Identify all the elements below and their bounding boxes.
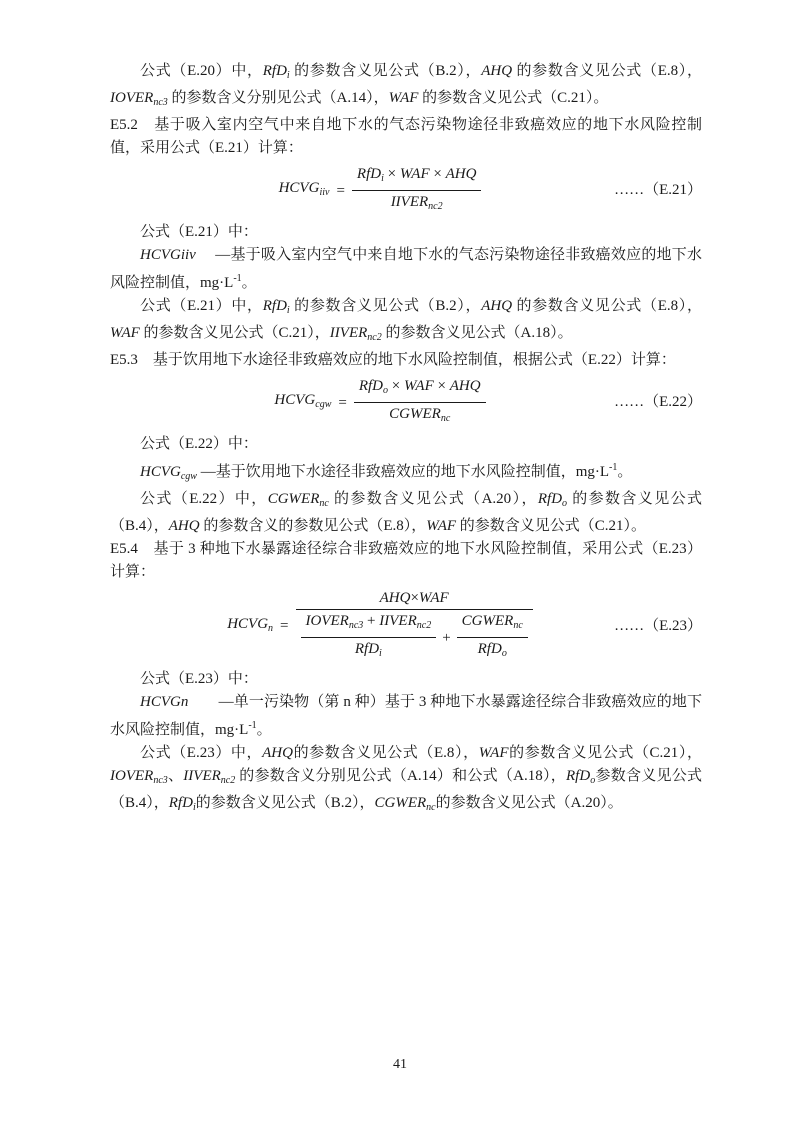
paragraph-e23-intro: 公式（E.23）中： xyxy=(140,671,258,687)
formula-e23-subfraction-2 xyxy=(457,611,528,664)
formula-e21 xyxy=(110,164,702,217)
heading-e5-2: E5.2 基于吸入室内空气中来自地下水的气态污染物途径非致癌效应的地下水风险控制值，采用公式（E.21）计算： xyxy=(110,117,702,156)
formula-e23 xyxy=(110,588,702,664)
formula-e21-numerator: RfD$_i$ × WAF × AHQ xyxy=(352,164,482,191)
page-number: 41 xyxy=(393,1057,407,1072)
formula-e23-body xyxy=(150,588,610,664)
formula-e23-sub1-denominator: RfD$_i$ xyxy=(354,641,382,659)
formula-e22-body xyxy=(150,376,610,429)
formula-e22 xyxy=(110,376,702,429)
paragraph-e22-intro: 公式（E.22）中： xyxy=(140,436,258,452)
definition-hcvgn: HCVGn —单一污染物（第 n 种）基于 3 种地下水暴露途径综合非致癌效应的地下 水风险控制值，$mg\cdot L^{-1}$。 xyxy=(110,694,702,738)
formula-e21-body xyxy=(150,164,610,217)
formula-e21-fraction xyxy=(352,164,482,217)
formula-e23-denominator xyxy=(296,610,533,664)
formula-e23-sub2-numerator: $CGWER_{nc}$ xyxy=(457,611,528,638)
equation-number-e21: ……（E.21） xyxy=(614,182,702,198)
formula-e23-fraction xyxy=(296,588,533,664)
equation-number-e22: ……（E.22） xyxy=(614,394,702,410)
equals-sign: = xyxy=(280,618,289,634)
document-body xyxy=(110,60,702,819)
formula-e21-lhs: $HCVG_{iiv}$ xyxy=(278,180,330,198)
formula-e23-sub1-numerator: $IOVER_{nc3}$ + $IIVER_{nc2}$ xyxy=(301,611,437,638)
paragraph-e22-refs: 公式（E.22）中，$CGWER_{nc}$ 的参数含义见公式（A.20），RfD$_o$ 的参数含义见公式（B.4），AHQ 的参数含义的参数见公式（E.8），WAF 的参数含义见公式（C.21）。 xyxy=(110,491,702,534)
equals-sign: = xyxy=(338,394,347,411)
heading-e5-4: E5.4 基于 3 种地下水暴露途径综合非致癌效应的地下水风险控制值，采用公式（E.23）计算： xyxy=(110,541,702,580)
formula-e22-denominator: $CGWER_{nc}$ xyxy=(389,406,451,424)
formula-e23-numerator: AHQ×WAF xyxy=(296,588,533,610)
formula-e22-lhs: $HCVG_{cgw}$ xyxy=(274,392,332,410)
paragraph-e21-intro: 公式（E.21）中： xyxy=(140,224,258,240)
paragraph-e23-refs: 公式（E.23）中，AHQ的参数含义见公式（E.8），WAF的参数含义见公式（C.21），$IOVER_{nc3}$、$IIVER_{nc2}$ 的参数含义分别见公式（A.14）和公式（A.18），RfD$_o$参数含义见公式（B.4），RfD$_i$的参数含义见公式（B.2），$CGWER_{nc}$的参数含义见公式（A.20）。 xyxy=(110,745,702,813)
equation-number-e23: ……（E.23） xyxy=(614,617,702,634)
heading-e5-3: E5.3 基于饮用地下水途径非致癌效应的地下水风险控制值，根据公式（E.22）计算： xyxy=(110,352,676,368)
formula-e22-numerator: RfD$_o$ × WAF × AHQ xyxy=(354,376,486,403)
formula-e23-lhs: $HCVG_n$ xyxy=(227,615,274,634)
equals-sign: = xyxy=(336,182,345,199)
definition-hcvgiiv: HCVGiiv —基于吸入室内空气中来自地下水的气态污染物途径非致癌效应的地下水 风险控制值，$mg\cdot L^{-1}$。 xyxy=(110,247,702,291)
paragraph-e20-refs: 公式（E.20）中，RfD$_i$ 的参数含义见公式（B.2），AHQ 的参数含义见公式（E.8），$IOVER_{nc3}$ 的参数含义分别见公式（A.14），WAF 的参数含义见公式（C.21）。 xyxy=(110,63,702,108)
formula-e22-fraction xyxy=(354,376,486,429)
formula-e21-denominator: $IIVER_{nc2}$ xyxy=(390,194,443,212)
formula-e23-subfraction-1 xyxy=(301,611,437,664)
plus-sign: + xyxy=(442,629,451,646)
definition-hcvgcgw: $HCVG_{cgw}$ —基于饮用地下水途径非致癌效应的地下水风险控制值，$mg\cdot L^{-1}$。 xyxy=(140,462,633,482)
formula-e23-sub2-denominator: RfD$_o$ xyxy=(477,641,507,659)
paragraph-e21-refs: 公式（E.21）中，RfD$_i$ 的参数含义见公式（B.2），AHQ 的参数含义见公式（E.8），WAF 的参数含义见公式（C.21），$IIVER_{nc2}$ 的参数含义见公式（A.18）。 xyxy=(110,298,702,343)
